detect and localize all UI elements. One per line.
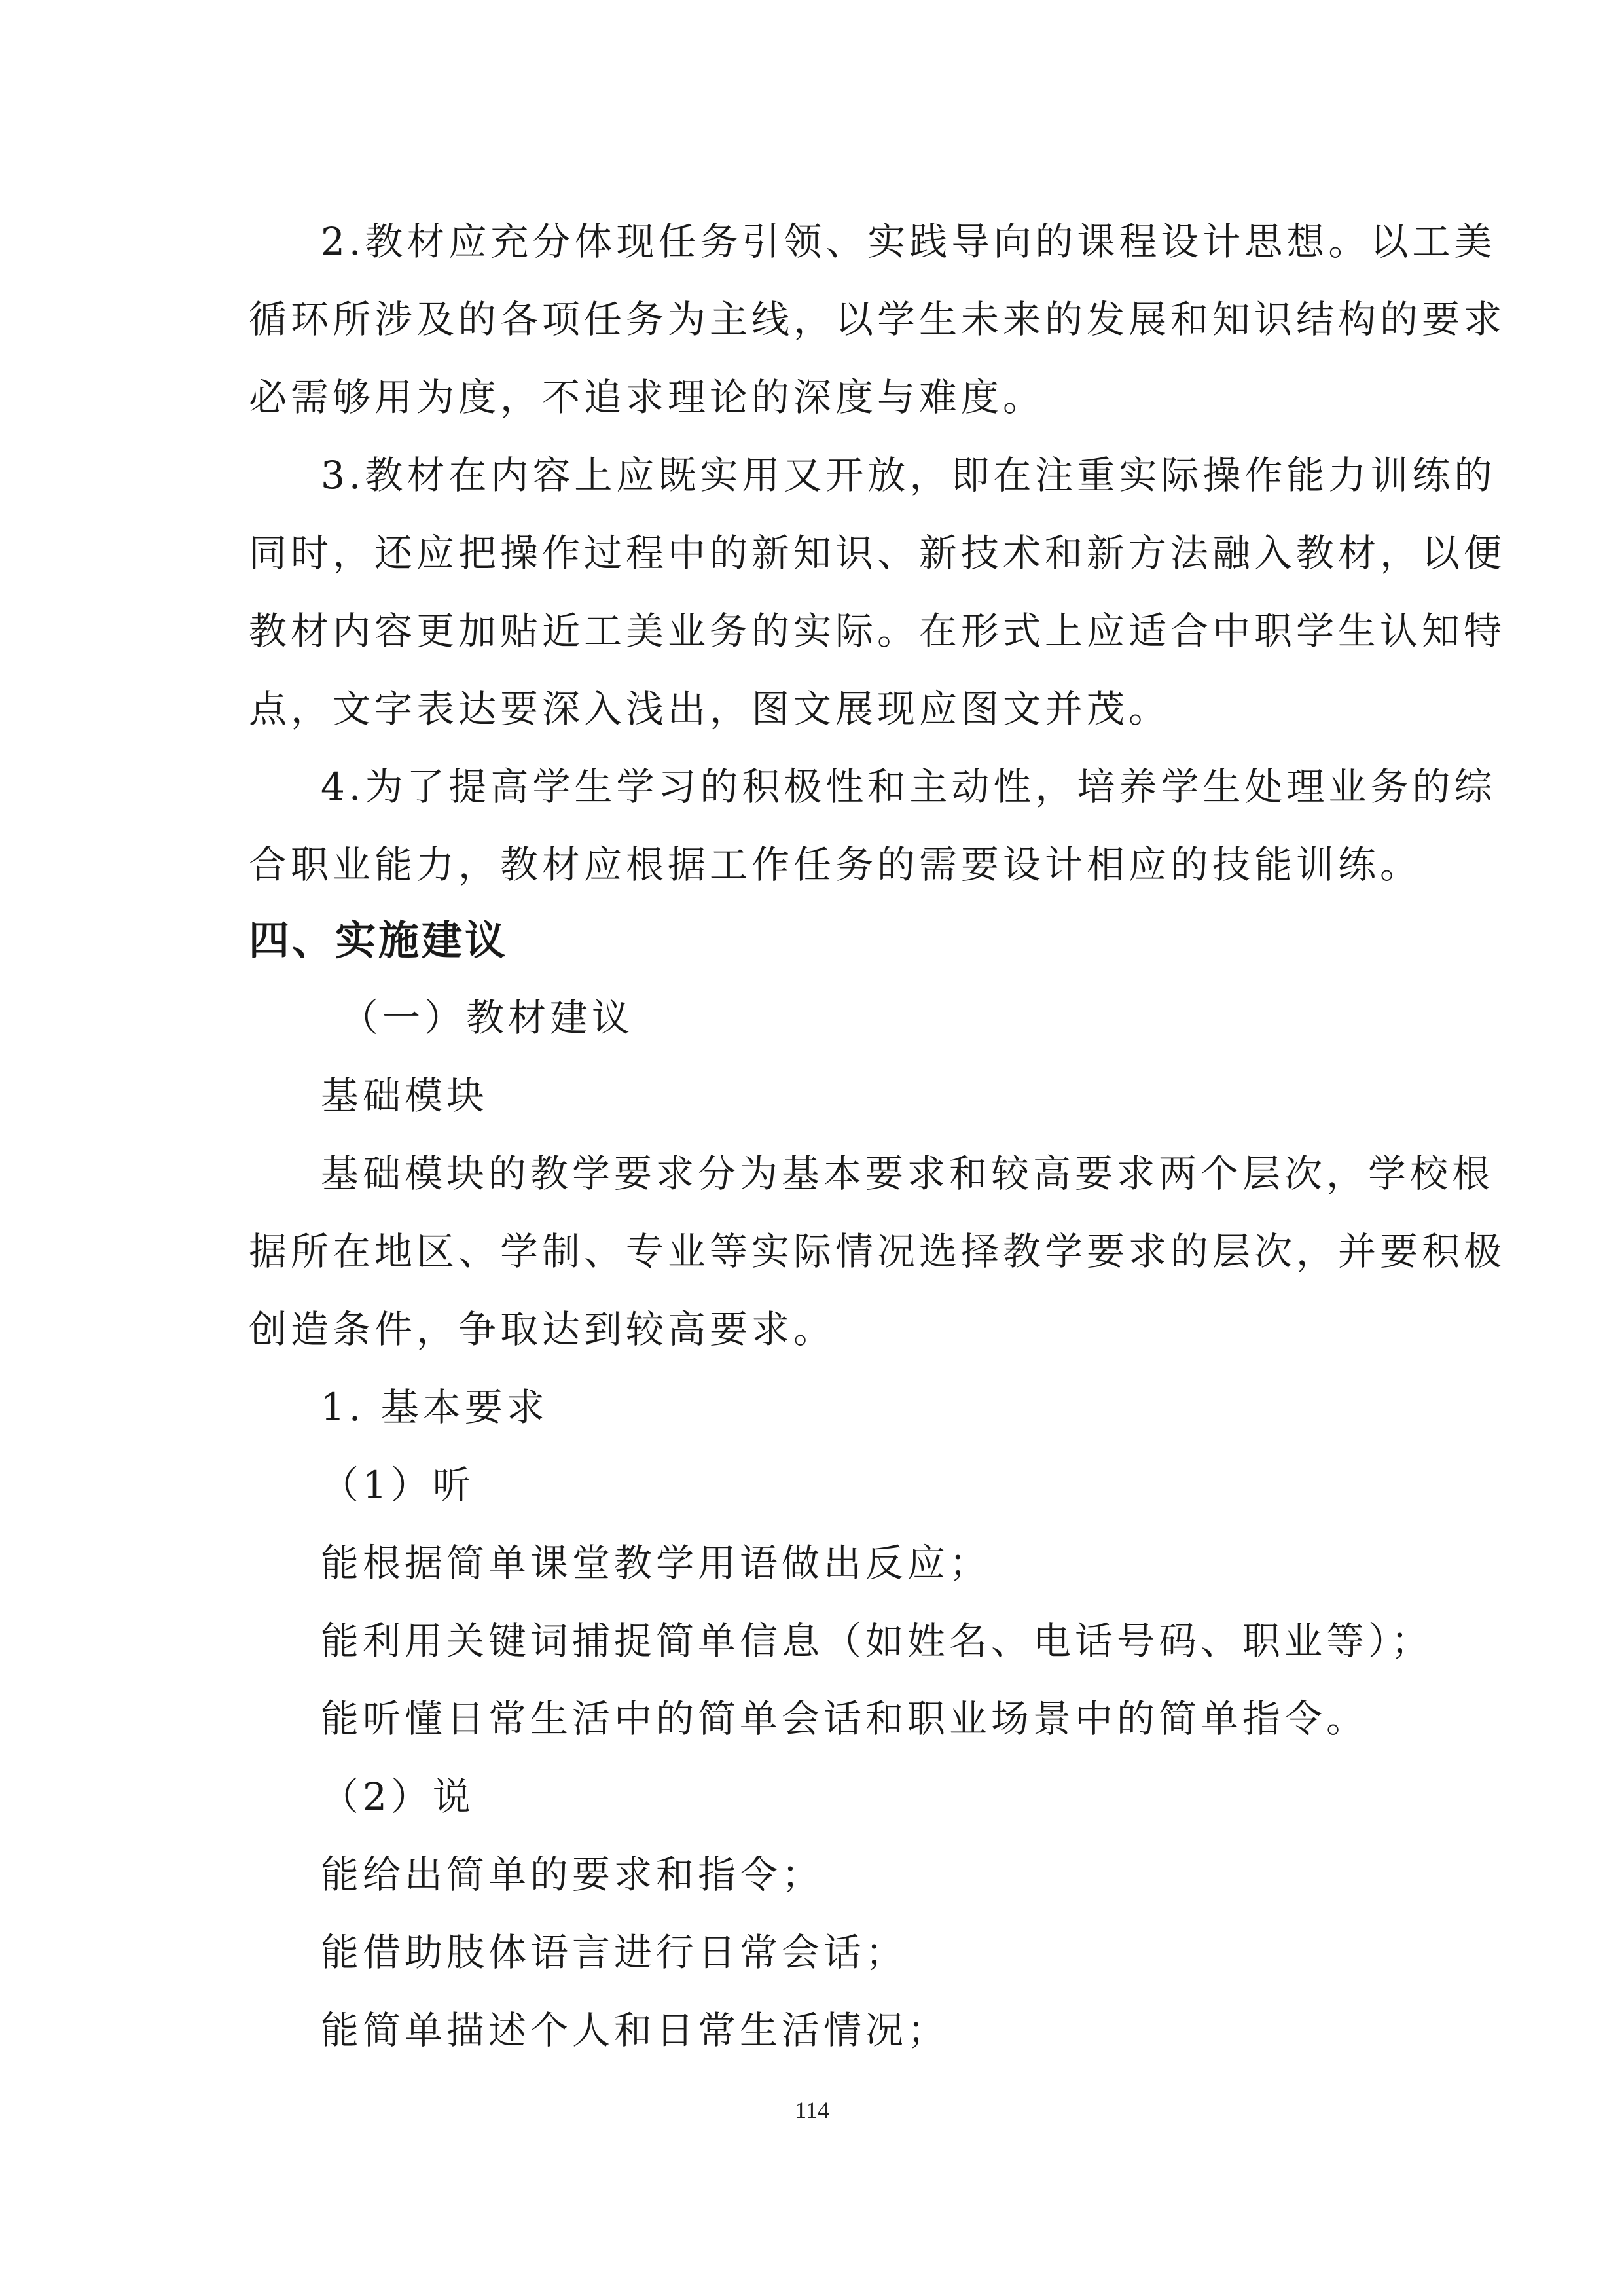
section-heading: 四、实施建议 — [249, 916, 509, 964]
listening-item-2: 能利用关键词捕捉简单信息（如姓名、电话号码、职业等）； — [321, 1619, 1434, 1663]
paragraph-2-line-2: 循环所涉及的各项任务为主线，以学生未来的发展和知识结构的要求 — [249, 297, 1506, 342]
paragraph-2-line-1: 2.教材应充分体现任务引领、实践导向的课程设计思想。以工美 — [321, 219, 1496, 264]
paragraph-3-line-3: 教材内容更加贴近工美业务的实际。在形式上应适合中职学生认知特 — [249, 609, 1506, 653]
listening-title: （1）听 — [321, 1463, 475, 1507]
speaking-title: （2）说 — [321, 1774, 475, 1819]
speaking-item-1: 能给出简单的要求和指令； — [321, 1852, 824, 1897]
paragraph-3-line-4: 点，文字表达要深入浅出，图文展现应图文并茂。 — [249, 687, 1171, 731]
speaking-item-2: 能借助肢体语言进行日常会话； — [321, 1930, 908, 1975]
listening-item-3: 能听懂日常生活中的简单会话和职业场景中的简单指令。 — [321, 1696, 1369, 1741]
paragraph-4-line-1: 4.为了提高学生学习的积极性和主动性，培养学生处理业务的综 — [321, 764, 1496, 809]
basic-requirements-title: 1. 基本要求 — [321, 1385, 549, 1429]
module-title: 基础模块 — [321, 1073, 489, 1118]
paragraph-3-line-2: 同时，还应把操作过程中的新知识、新技术和新方法融入教材，以便 — [249, 531, 1506, 575]
speaking-item-3: 能简单描述个人和日常生活情况； — [321, 2008, 950, 2053]
module-paragraph-line-3: 创造条件，争取达到较高要求。 — [249, 1307, 836, 1352]
paragraph-2-line-3: 必需够用为度，不追求理论的深度与难度。 — [249, 375, 1045, 420]
paragraph-4-line-2: 合职业能力，教材应根据工作任务的需要设计相应的技能训练。 — [249, 842, 1422, 887]
subsection-heading: （一）教材建议 — [340, 996, 634, 1040]
paragraph-3-line-1: 3.教材在内容上应既实用又开放，即在注重实际操作能力训练的 — [321, 453, 1496, 497]
module-paragraph-line-2: 据所在地区、学制、专业等实际情况选择教学要求的层次，并要积极 — [249, 1229, 1506, 1274]
module-paragraph-line-1: 基础模块的教学要求分为基本要求和较高要求两个层次，学校根 — [321, 1151, 1494, 1196]
listening-item-1: 能根据简单课堂教学用语做出反应； — [321, 1541, 992, 1585]
page-number: 114 — [795, 2097, 829, 2123]
